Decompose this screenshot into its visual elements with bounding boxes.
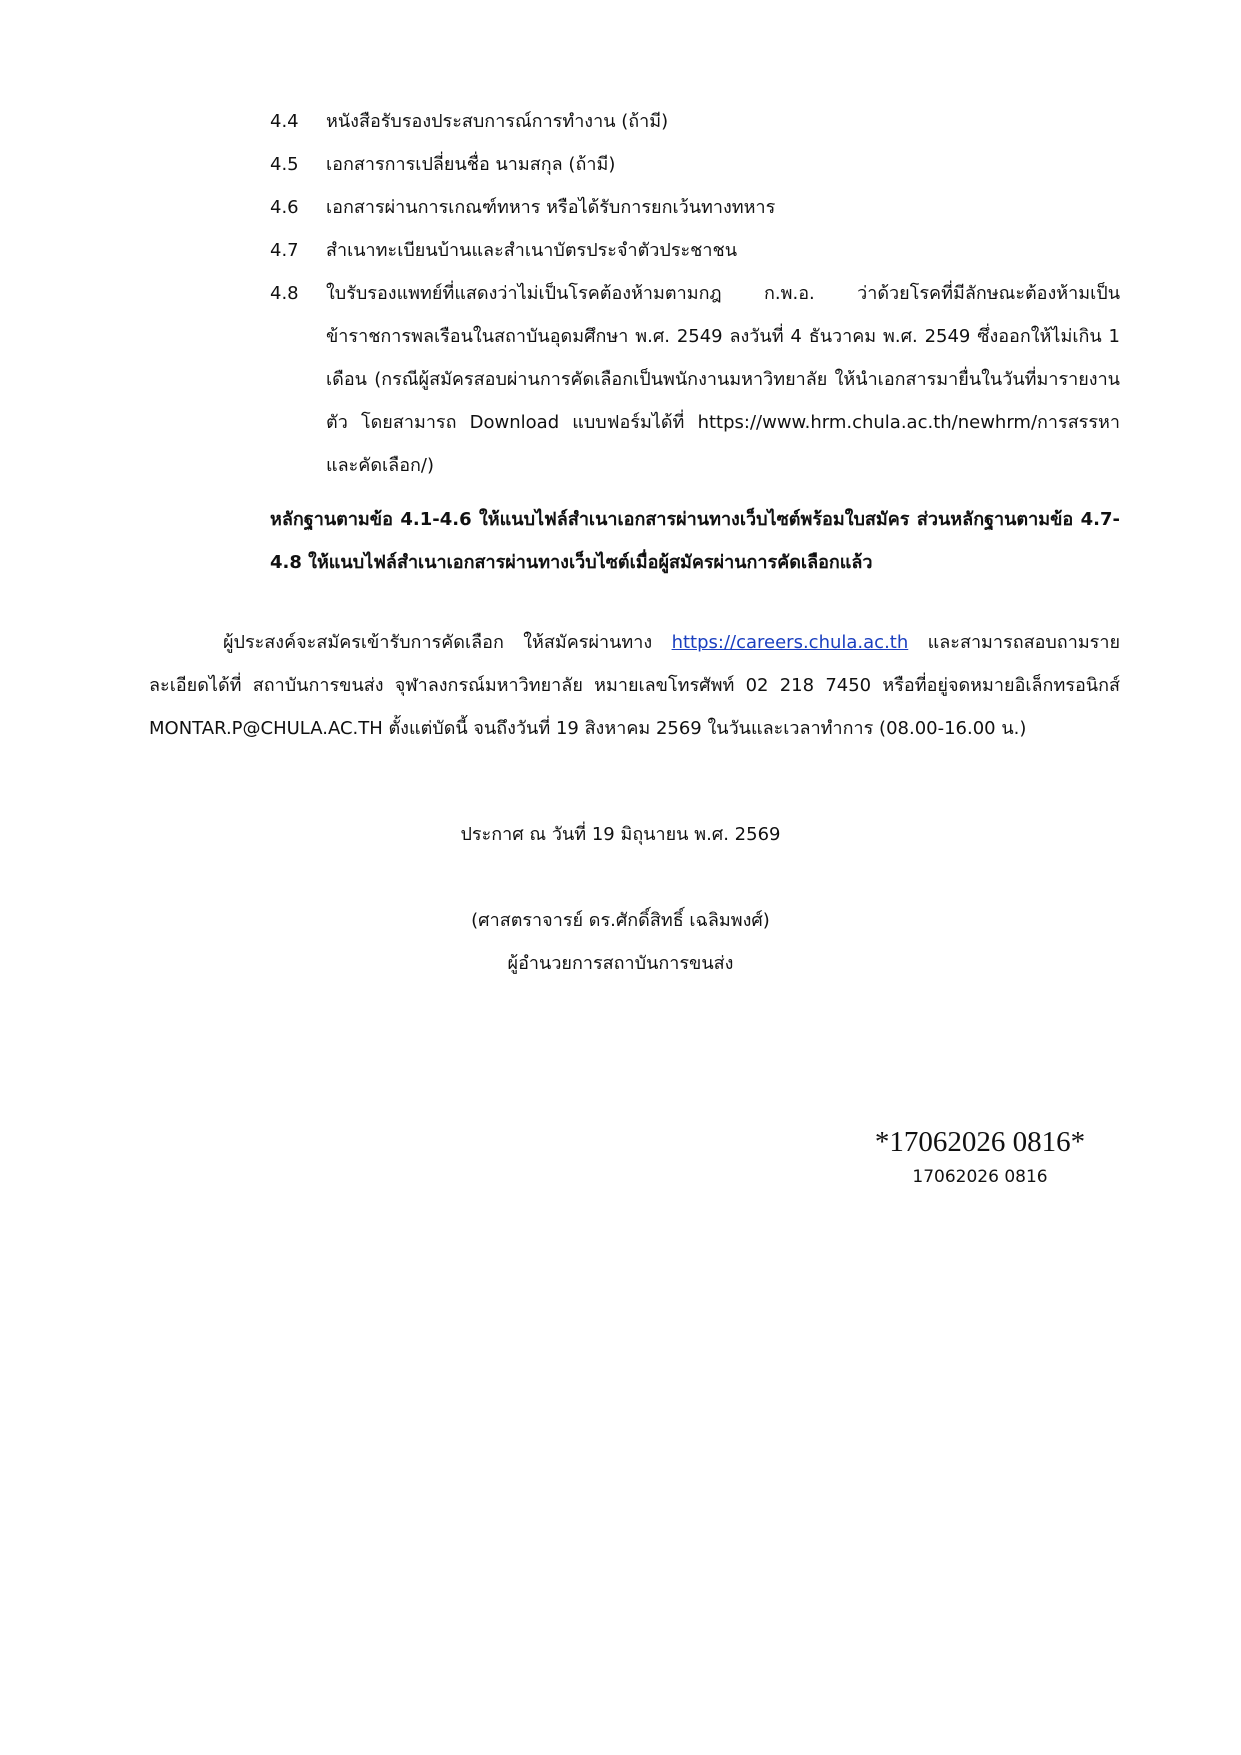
item-number: 4.7	[270, 240, 299, 261]
item-number: 4.6	[270, 197, 299, 218]
evidence-note: หลักฐานตามข้อ 4.1-4.6 ให้แนบไฟล์สำเนาเอกสารผ่านทางเว็บไซต์พร้อมใบสมัคร ส่วนหลักฐานตามข้อ 4.7-4.8 ให้แนบไฟล์สำเนาเอกสารผ่านทางเว็บไซต์เมื่อผู้สมัครผ่านการคัดเลือกแล้ว	[270, 509, 1120, 573]
item-text: สำเนาทะเบียนบ้านและสำเนาบัตรประจำตัวประชาชน	[326, 240, 738, 261]
barcode-caption: 17062026 0816	[912, 1167, 1048, 1187]
item-text: ใบรับรองแพทย์ที่แสดงว่าไม่เป็นโรคต้องห้ามตามกฎ ก.พ.อ. ว่าด้วยโรคที่มีลักษณะต้องห้ามเป็นข้าราชการพลเรือนในสถาบันอุดมศึกษา พ.ศ. 2549 ลงวันที่ 4 ธันวาคม พ.ศ. 2549 ซึ่งออกให้ไม่เกิน 1 เดือน (กรณีผู้สมัครสอบผ่านการคัดเลือกเป็นพนักงานมหาวิทยาลัย ให้นำเอกสารมายื่นในวันที่มารายงานตัว โดยสามารถ Download แบบฟอร์มได้ที่ https://www.hrm.chula.ac.th/newhrm/การสรรหาและคัดเลือก/)	[326, 283, 1120, 476]
list-item-4-6	[270, 186, 1120, 229]
signatory-title: ผู้อำนวยการสถาบันการขนส่ง	[507, 953, 734, 974]
list-item-4-4	[270, 100, 1120, 143]
contact-paragraph	[149, 621, 1120, 750]
list-item-4-5	[270, 143, 1120, 186]
announcement-date: ประกาศ ณ วันที่ 19 มิถุนายน พ.ศ. 2569	[460, 824, 781, 845]
list-item-4-8	[270, 272, 1120, 487]
item-number: 4.8	[270, 283, 299, 304]
contact-text-after: และสามารถสอบถามรายละเอียดได้ที่ สถาบันการขนส่ง จุฬาลงกรณ์มหาวิทยาลัย หมายเลขโทรศัพท์ 02 218 7450 หรือที่อยู่จดหมายอิเล็กทรอนิกส์ MONTAR.P@CHULA.AC.TH ตั้งแต่บัดนี้ จนถึงวันที่ 19 สิงหาคม 2569 ในวันและเวลาทำการ (08.00-16.00 น.)	[149, 632, 1121, 739]
item-number: 4.4	[270, 111, 299, 132]
contact-text-before: ผู้ประสงค์จะสมัครเข้ารับการคัดเลือก ให้สมัครผ่านทาง	[223, 632, 672, 653]
item-text: เอกสารการเปลี่ยนชื่อ นามสกุล (ถ้ามี)	[326, 154, 616, 175]
careers-link[interactable]: https://careers.chula.ac.th	[671, 632, 909, 653]
barcode-code: *17062026 0816*	[874, 1126, 1086, 1158]
item-text: หนังสือรับรองประสบการณ์การทำงาน (ถ้ามี)	[326, 111, 669, 132]
item-number: 4.5	[270, 154, 299, 175]
list-item-4-7	[270, 229, 1120, 272]
signatory-name: (ศาสตราจารย์ ดร.ศักดิ์สิทธิ์ เฉลิมพงศ์)	[471, 910, 770, 931]
item-text: เอกสารผ่านการเกณฑ์ทหาร หรือได้รับการยกเว้นทางทหาร	[326, 197, 776, 218]
